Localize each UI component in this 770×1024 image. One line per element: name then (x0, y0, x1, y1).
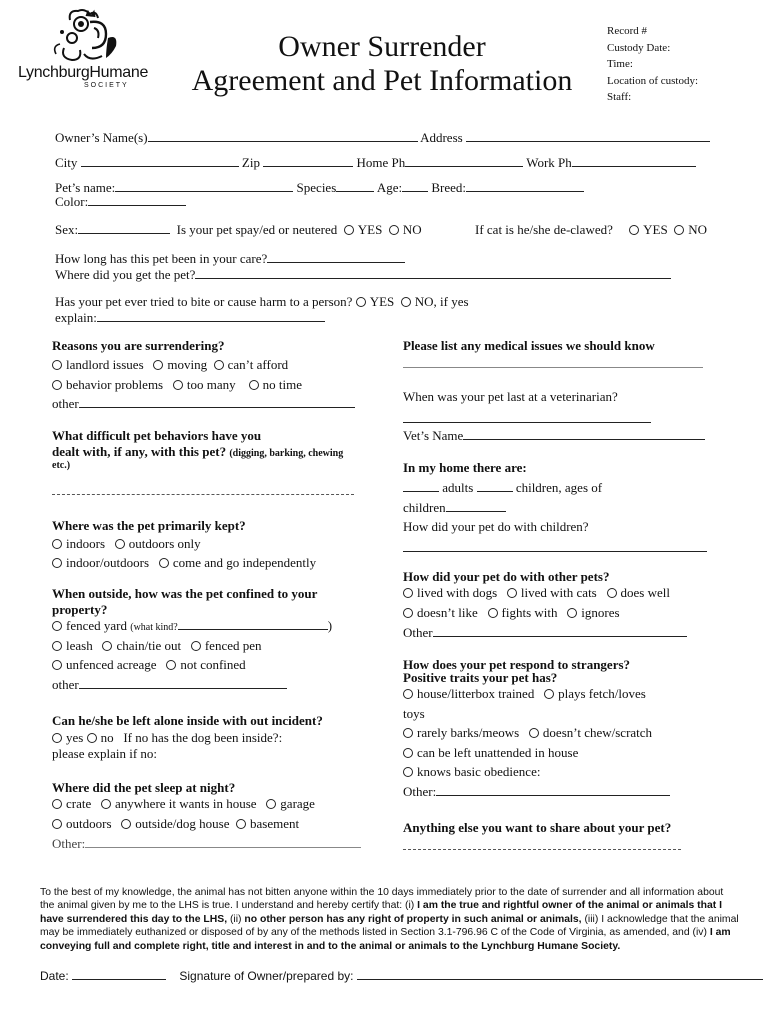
vet-name-row (403, 428, 705, 444)
zip-label: Zip (241, 155, 260, 170)
indoors-label: indoors (66, 536, 105, 551)
outdoors-radio[interactable] (52, 819, 62, 829)
alone-heading: Can he/she be left alone inside with out incident? (52, 713, 323, 728)
traits-row1 (403, 686, 646, 702)
reasons-heading: Reasons you are surrendering? (52, 338, 225, 353)
children-ages-field[interactable] (446, 500, 506, 512)
traits-other-field[interactable] (436, 784, 670, 796)
too-many-radio[interactable] (173, 380, 183, 390)
legal-text-3: (iii) I acknowledge that the animal may be immediately euthanized or disposed of by any of the methods listed in Section 3.1-796.96 C of the Code of Virginia, as amended, and (iv) (40, 913, 739, 939)
fetch-label: plays fetch/loves (558, 686, 646, 701)
sleep-heading: Where did the pet sleep at night? (52, 780, 236, 795)
other-pets-row2 (403, 605, 620, 621)
staff-label: Staff: (607, 91, 632, 103)
home-row2 (403, 500, 506, 516)
no-time-label: no time (262, 377, 302, 392)
fights-radio[interactable] (488, 608, 498, 618)
confined-row2 (52, 638, 262, 654)
sleep-row2 (52, 816, 299, 832)
address-label: Address (420, 130, 463, 145)
humane-society-logo-icon (50, 8, 128, 66)
house-trained-radio[interactable] (403, 689, 413, 699)
children-label: children (403, 500, 446, 515)
owner-row (55, 130, 710, 146)
species-label: Species (296, 180, 337, 195)
doesnt-like-radio[interactable] (403, 608, 413, 618)
reasons-row2 (52, 377, 302, 393)
does-well-radio[interactable] (607, 588, 617, 598)
medical-heading: Please list any medical issues we should know (403, 338, 655, 353)
location-label: Location of custody: (607, 74, 699, 87)
kept-row2 (52, 555, 316, 571)
legal-text-1: To the best of my knowledge, the animal has not bitten anyone within the 10 days immediately prior to the date of surrender and all information about the animal given by me to the LHS is true. I understand and hereby certify that: (i) (40, 887, 724, 912)
moving-radio[interactable] (153, 360, 163, 370)
bite-question: Has your pet ever tried to bite or cause harm to a person? (55, 294, 353, 309)
other-pets-other-label: Other (403, 625, 433, 640)
come-go-radio[interactable] (159, 558, 169, 568)
record-number-label: Record # (607, 25, 648, 37)
fenced-yard-kind-field[interactable] (178, 618, 328, 630)
ignores-label: ignores (581, 605, 620, 620)
page-title-line2: Agreement and Pet Information (191, 64, 573, 97)
children-count-field[interactable] (477, 480, 513, 492)
other-pets-other-field[interactable] (433, 625, 687, 637)
age-field[interactable] (402, 180, 428, 192)
sex-row (55, 222, 422, 238)
rarely-barks-radio[interactable] (403, 728, 413, 738)
breed-label: Breed: (431, 180, 466, 195)
traits-row4 (403, 764, 540, 780)
rarely-barks-label: rarely barks/meows (417, 725, 520, 740)
chain-radio[interactable] (102, 641, 112, 651)
medical-field[interactable] (403, 356, 703, 368)
confined-row1 (52, 618, 332, 634)
alone-row (52, 730, 282, 746)
fetch-radio[interactable] (544, 689, 554, 699)
explain-field[interactable] (97, 310, 325, 322)
city-label: City (55, 155, 78, 170)
vet-last-field[interactable] (403, 411, 651, 423)
color-label: Color: (55, 194, 89, 209)
where-get-field[interactable] (195, 267, 671, 279)
fenced-pen-label: fenced pen (204, 638, 262, 653)
home-heading: In my home there are: (403, 460, 527, 475)
reasons-row1 (52, 357, 288, 373)
unfenced-label: unfenced acreage (66, 657, 157, 672)
pet-name-field[interactable] (115, 180, 293, 192)
bite-yes-radio[interactable] (356, 297, 366, 307)
crate-radio[interactable] (52, 799, 62, 809)
does-well-label: does well (620, 585, 670, 600)
doesnt-like-label: doesn’t like (417, 605, 478, 620)
vet-name-field[interactable] (463, 428, 705, 440)
sex-field[interactable] (78, 222, 170, 234)
behavior-radio[interactable] (52, 380, 62, 390)
behavior-label: behavior problems (66, 377, 164, 392)
anything-field[interactable] (403, 840, 681, 850)
alone-no-radio[interactable] (87, 733, 97, 743)
close-paren: ) (327, 618, 333, 633)
spay-question: Is your pet spay/ed or neutered (176, 222, 338, 237)
signature-field[interactable] (357, 968, 763, 980)
obedience-label: knows basic obedience: (417, 764, 541, 779)
lived-dogs-label: lived with dogs (417, 585, 498, 600)
vet-name-label: Vet’s Name (403, 428, 464, 443)
owner-names-field[interactable] (148, 130, 418, 142)
sleep-other-row (52, 836, 361, 852)
alone-yes-label: yes (66, 730, 84, 745)
record-box (607, 23, 698, 106)
reasons-other-field[interactable] (79, 396, 355, 408)
explain-label: explain: (55, 310, 97, 325)
anywhere-label: anywhere it wants in house (115, 796, 257, 811)
pet-name-label: Pet’s name: (55, 180, 116, 195)
city-field[interactable] (81, 155, 239, 167)
outside-dog-label: outside/dog house (135, 816, 230, 831)
signature-row (40, 968, 763, 983)
fenced-yard-radio[interactable] (52, 621, 62, 631)
doesnt-chew-label: doesn’t chew/scratch (542, 725, 653, 740)
species-field[interactable] (336, 180, 374, 192)
spay-no-radio[interactable] (389, 225, 399, 235)
what-kind-label: (what kind? (130, 622, 178, 633)
anywhere-radio[interactable] (101, 799, 111, 809)
adults-label: adults (442, 480, 474, 495)
bite-no-label: NO, if yes (414, 294, 469, 309)
other-pets-other-row (403, 625, 687, 641)
traits-heading: Positive traits your pet has? (403, 670, 558, 685)
landlord-label: landlord issues (66, 357, 144, 372)
toys-label: toys (403, 706, 425, 721)
outdoors-only-radio[interactable] (115, 539, 125, 549)
declaw-yes-radio[interactable] (629, 225, 639, 235)
alone-no-label: no (100, 730, 114, 745)
reasons-other-row (52, 396, 355, 412)
spay-yes-radio[interactable] (344, 225, 354, 235)
work-phone-label: Work Ph (526, 155, 572, 170)
legal-bold-1: I am the true and rightful owner of the animal or animals that I have surrendered this day to the LHS, (40, 900, 722, 925)
sex-label: Sex: (55, 222, 79, 237)
other-pets-row1 (403, 585, 670, 601)
kept-row1 (52, 536, 201, 552)
legal-statement (40, 886, 740, 953)
work-phone-field[interactable] (572, 155, 696, 167)
leash-radio[interactable] (52, 641, 62, 651)
zip-field[interactable] (263, 155, 353, 167)
anything-heading: Anything else you want to share about your pet? (403, 820, 672, 835)
how-children-label: How did your pet do with children? (403, 519, 589, 534)
unfenced-radio[interactable] (52, 660, 62, 670)
indoor-outdoors-label: indoor/outdoors (66, 555, 150, 570)
garage-radio[interactable] (266, 799, 276, 809)
adults-field[interactable] (403, 480, 439, 492)
time-label: Time: (607, 58, 633, 70)
reasons-other-label: other (52, 396, 79, 411)
how-long-field[interactable] (267, 251, 405, 263)
house-trained-label: house/litterbox trained (417, 686, 535, 701)
too-many-label: too many (186, 377, 236, 392)
confined-other-field[interactable] (79, 677, 287, 689)
logo-text: LynchburgHumane (18, 64, 149, 81)
kept-heading: Where was the pet primarily kept? (52, 518, 246, 533)
cant-afford-radio[interactable] (214, 360, 224, 370)
color-row (55, 194, 186, 210)
no-time-radio[interactable] (249, 380, 259, 390)
spay-yes-label: YES (357, 222, 383, 237)
chain-label: chain/tie out (116, 638, 182, 653)
home-row1 (403, 480, 602, 496)
indoors-radio[interactable] (52, 539, 62, 549)
lived-cats-label: lived with cats (520, 585, 597, 600)
difficult-note: (digging, barking, chewing (229, 448, 344, 459)
unattended-radio[interactable] (403, 748, 413, 758)
difficult-heading-1: What difficult pet behaviors have you (52, 428, 262, 443)
custody-date-label: Custody Date: (607, 41, 671, 54)
doesnt-chew-radio[interactable] (529, 728, 539, 738)
obedience-radio[interactable] (403, 767, 413, 777)
city-row (55, 155, 696, 171)
difficult-etc: etc.) (52, 460, 71, 471)
confined-row3 (52, 657, 246, 673)
ignores-radio[interactable] (567, 608, 577, 618)
home-phone-label: Home Ph (356, 155, 406, 170)
legal-bold-3: I am conveying full and complete right, title and interest in and to the animal or animals to the Lynchburg Humane Society. (40, 927, 731, 952)
fenced-yard-label: fenced yard (66, 618, 127, 633)
landlord-radio[interactable] (52, 360, 62, 370)
declaw-question: If cat is he/she de-clawed? (475, 222, 613, 237)
confined-other-row (52, 677, 287, 693)
declaw-no-radio[interactable] (674, 225, 684, 235)
basement-label: basement (250, 816, 300, 831)
declaw-row (475, 222, 707, 238)
declaw-yes-label: YES (643, 222, 668, 237)
vet-last-label: When was your pet last at a veterinarian? (403, 389, 618, 404)
children-ages-label: children, ages of (515, 480, 603, 495)
traits-other-label: Other: (403, 784, 437, 799)
address-field[interactable] (466, 130, 710, 142)
legal-text-2: (ii) (227, 913, 245, 925)
leash-label: leash (66, 638, 93, 653)
fights-label: fights with (501, 605, 558, 620)
lived-cats-radio[interactable] (507, 588, 517, 598)
garage-label: garage (280, 796, 315, 811)
color-field[interactable] (88, 194, 186, 206)
sleep-other-label: Other: (52, 836, 86, 851)
source-row (55, 267, 671, 283)
dog-inside-question: If no has the dog been inside?: (123, 730, 283, 745)
traits-row3 (403, 745, 578, 761)
how-children-field[interactable] (403, 540, 707, 552)
please-explain: please explain if no: (52, 746, 158, 761)
logo-subtext: SOCIETY (84, 82, 129, 89)
lived-dogs-radio[interactable] (403, 588, 413, 598)
care-row (55, 251, 405, 267)
crate-label: crate (66, 796, 92, 811)
outdoors-label: outdoors (66, 816, 112, 831)
indoor-outdoors-radio[interactable] (52, 558, 62, 568)
difficult-field[interactable] (52, 485, 354, 495)
breed-field[interactable] (466, 180, 584, 192)
bite-no-radio[interactable] (401, 297, 411, 307)
alone-yes-radio[interactable] (52, 733, 62, 743)
not-confined-radio[interactable] (166, 660, 176, 670)
date-label: Date: (40, 969, 69, 983)
bite-row (55, 294, 469, 310)
difficult-heading-2: dealt with, if any, with this pet? (52, 444, 227, 459)
declaw-no-label: NO (688, 222, 707, 237)
date-field[interactable] (72, 968, 166, 980)
page-title-line1: Owner Surrender (278, 30, 486, 63)
difficult-heading-2-row (52, 444, 343, 460)
legal-bold-2: no other person has any right of property in such animal or animals, (244, 913, 582, 925)
confined-heading-2: property? (52, 602, 108, 617)
explain-row (55, 310, 325, 326)
age-label: Age: (376, 180, 403, 195)
fenced-pen-radio[interactable] (191, 641, 201, 651)
traits-row2 (403, 725, 652, 741)
bite-yes-label: YES (369, 294, 395, 309)
other-pets-heading: How did your pet do with other pets? (403, 569, 610, 584)
moving-label: moving (167, 357, 208, 372)
confined-heading-1: When outside, how was the pet confined to your (52, 586, 318, 601)
where-get-label: Where did you get the pet? (55, 267, 196, 282)
outdoors-only-label: outdoors only (128, 536, 201, 551)
how-long-label: How long has this pet been in your care? (55, 251, 268, 266)
not-confined-label: not confined (180, 657, 246, 672)
basement-radio[interactable] (236, 819, 246, 829)
confined-other-label: other (52, 677, 79, 692)
come-go-label: come and go independently (172, 555, 317, 570)
unattended-label: can be left unattended in house (417, 745, 579, 760)
owner-names-label: Owner’s Name(s) (55, 130, 148, 145)
traits-other-row (403, 784, 670, 800)
outside-dog-radio[interactable] (121, 819, 131, 829)
signature-label: Signature of Owner/prepared by: (179, 969, 354, 983)
sleep-row1 (52, 796, 315, 812)
sleep-other-field[interactable] (85, 836, 361, 848)
cant-afford-label: can’t afford (227, 357, 289, 372)
strangers-heading: How does your pet respond to strangers? (403, 657, 631, 672)
spay-no-label: NO (402, 222, 422, 237)
home-phone-field[interactable] (405, 155, 523, 167)
